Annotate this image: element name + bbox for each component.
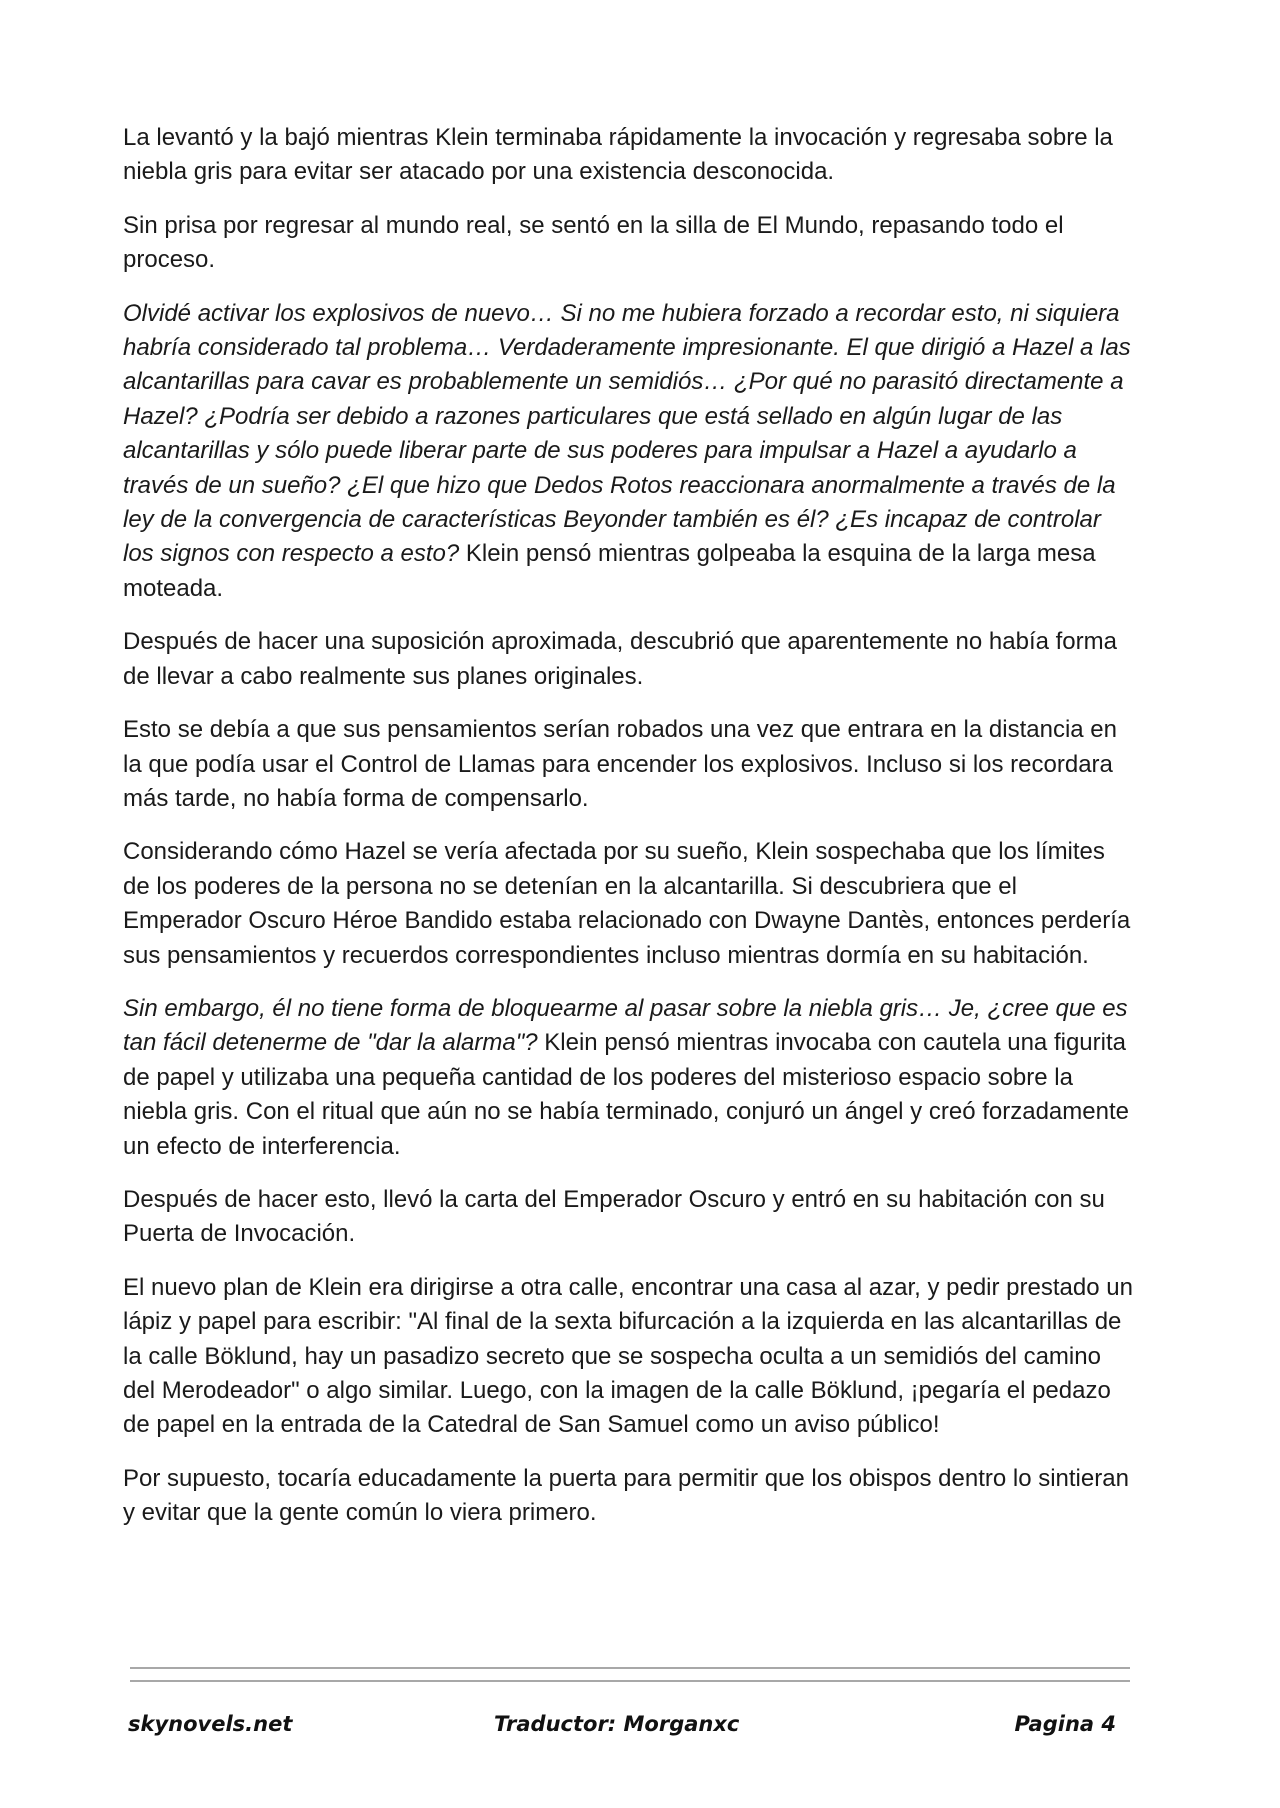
paragraph-7 xyxy=(123,992,1135,1164)
paragraph-text: La levantó y la bajó mientras Klein terminaba rápidamente la invocación y regresaba sobre la niebla gris para evitar ser atacado por una existencia desconocida. xyxy=(123,124,1113,186)
paragraph-text: Después de hacer una suposición aproximada, descubrió que aparentemente no había forma de llevar a cabo realmente sus planes originales. xyxy=(123,628,1117,690)
footer-site: skynovels.net xyxy=(128,1712,293,1736)
inner-thought-text: Sin embargo, él no tiene forma de bloquearme al pasar sobre la niebla gris… Je, ¿cree que es tan fácil detenerme de "dar la alarma"? xyxy=(123,994,1128,1057)
chapter-body xyxy=(123,121,1135,1550)
paragraph-text: Sin prisa por regresar al mundo real, se sentó en la silla de El Mundo, repasando todo el proceso. xyxy=(123,211,1064,274)
footer-translator: Traductor: Morganxc xyxy=(494,1712,740,1736)
paragraph-10 xyxy=(123,1462,1135,1531)
paragraph-2 xyxy=(123,209,1135,278)
paragraph-8 xyxy=(123,1183,1135,1252)
footer-divider xyxy=(130,1667,1130,1693)
paragraph-text: Por supuesto, tocaría educadamente la puerta para permitir que los obispos dentro lo sintieran y evitar que la gente común lo viera primero. xyxy=(123,1464,1129,1527)
paragraph-5 xyxy=(123,713,1135,816)
paragraph-4 xyxy=(123,625,1135,694)
paragraph-text: Klein pensó mientras invocaba con cautela una figurita de papel y utilizaba una pequeña cantidad de los poderes del misterioso espacio sobre la niebla gris. Con el ritual que aún no se había terminado, conjuró un ángel y creó forzadamente un efecto de interferencia. xyxy=(123,1029,1129,1160)
paragraph-6 xyxy=(123,835,1135,973)
paragraph-text: Considerando cómo Hazel se vería afectada por su sueño, Klein sospechaba que los límites de los poderes de la persona no se detenían en la alcantarilla. Si descubriera que el Emperador Oscuro Héroe Bandido estaba relacionado con Dwayne Dantès, entonces perdería sus pensamientos y recuerdos correspondientes incluso mientras dormía en su habitación. xyxy=(123,838,1131,969)
footer-rule-bottom xyxy=(130,1680,1130,1682)
inner-thought-text: Olvidé activar los explosivos de nuevo… Si no me hubiera forzado a recordar esto, ni siquiera habría considerado tal problema… Verdaderamente impresionante. El que dirigió a Hazel a las alcantarillas para cavar es probablemente un semidiós… ¿Por qué no parasitó directamente a Hazel? ¿Podría ser debido a razones particulares que está sellado en algún lugar de las alcantarillas y sólo puede liberar parte de sus poderes para impulsar a Hazel a ayudarlo a través de un sueño? ¿El que hizo que Dedos Rotos reaccionara anormalmente a través de la ley de la convergencia de características Beyonder también es él? ¿Es incapaz de controlar los signos con respecto a esto? xyxy=(123,299,1131,568)
paragraph-text: El nuevo plan de Klein era dirigirse a otra calle, encontrar una casa al azar, y pedir prestado un lápiz y papel para escribir: "Al final de la sexta bifurcación a la izquierda en las alcantarillas de la calle Böklund, hay un pasadizo secreto que se sospecha oculta a un semidiós del camino del Merodeador" o algo similar. Luego, con la imagen de la calle Böklund, ¡pegaría el pedazo de papel en la entrada de la Catedral de San Samuel como un aviso público! xyxy=(123,1273,1133,1439)
footer-page-number: Pagina 4 xyxy=(1014,1712,1116,1736)
page-footer xyxy=(128,1712,1128,1748)
footer-rule-top xyxy=(130,1667,1130,1669)
paragraph-text: Después de hacer esto, llevó la carta del Emperador Oscuro y entró en su habitación con su Puerta de Invocación. xyxy=(123,1185,1105,1248)
paragraph-text: Esto se debía a que sus pensamientos serían robados una vez que entrara en la distancia en la que podía usar el Control de Llamas para encender los explosivos. Incluso si los recordara más tarde, no había forma de compensarlo. xyxy=(123,716,1117,812)
paragraph-9 xyxy=(123,1271,1135,1443)
paragraph-text: Klein pensó mientras golpeaba la esquina de la larga mesa moteada. xyxy=(123,540,1096,602)
paragraph-1 xyxy=(123,121,1135,190)
paragraph-3 xyxy=(123,297,1135,607)
